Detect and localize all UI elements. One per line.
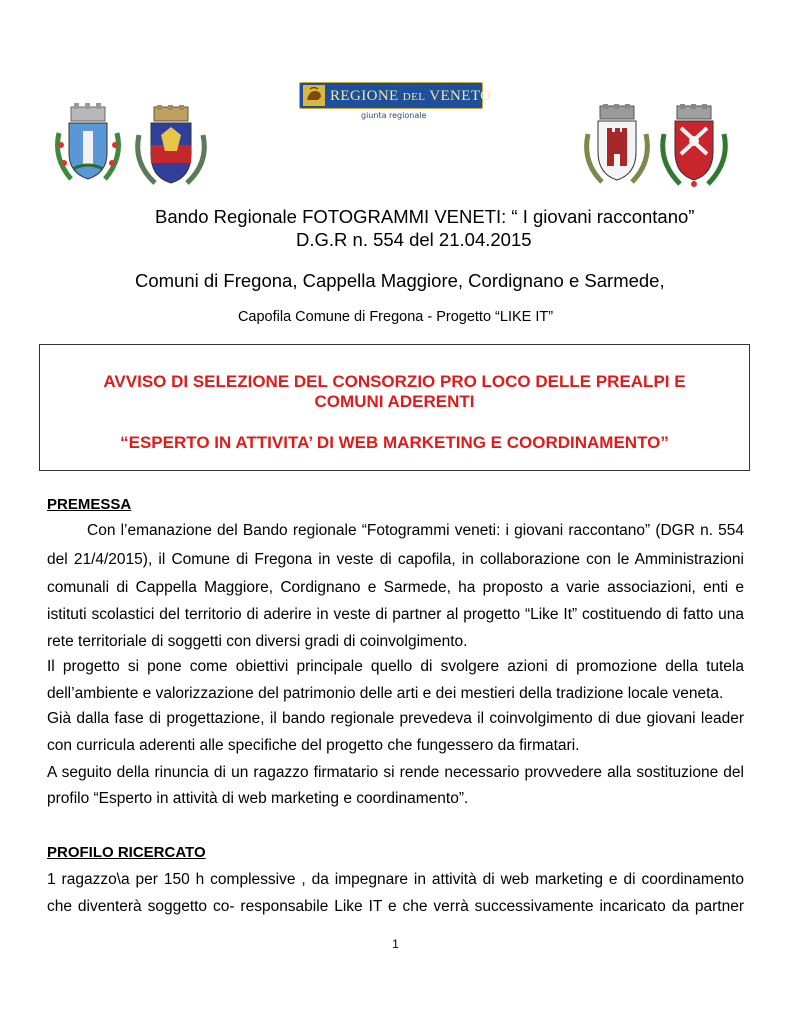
- fregona-coat-of-arms: [49, 103, 127, 187]
- profilo-heading: PROFILO RICERCATO: [47, 844, 206, 861]
- notice-title-line-2: COMUNI ADERENTI: [314, 392, 475, 411]
- dgr-reference: D.G.R n. 554 del 21.04.2015: [296, 229, 532, 250]
- lion-of-st-mark-icon: [303, 85, 325, 106]
- page-number: 1: [392, 937, 399, 951]
- premessa-line: Con l’emanazione del Bando regionale “Fotogrammi veneti: i giovani raccontano” (DGR n. 554: [87, 522, 744, 539]
- regione-logo-del: DEL: [402, 91, 426, 103]
- premessa-line: istituti scolastici del territorio di aderire in veste di partner al progetto “Like It” costituendo di fatto una: [47, 606, 744, 623]
- profilo-line: 1 ragazzo\a per 150 h complessive , da impegnare in attività di web marketing e di coordinamento: [47, 871, 744, 888]
- premessa-heading: PREMESSA: [47, 496, 132, 513]
- profilo-line: che diventerà soggetto co- responsabile Like IT e che verrà successivamente incaricato da partner: [47, 898, 744, 915]
- premessa-line: comunali di Cappella Maggiore, Cordignano e Sarmede, ha proposto a varie associazioni, enti e: [47, 579, 744, 596]
- giunta-regionale-text: giunta regionale: [361, 111, 427, 120]
- premessa-line: dell’ambiente e valorizzazione del patrimonio delle arti e dei mestieri della tradizione locale veneta.: [47, 685, 724, 702]
- premessa-line: A seguito della rinuncia di un ragazzo firmatario si rende necessario provvedere alla sostituzione del: [47, 764, 744, 781]
- regione-logo-word: REGIONE: [330, 88, 399, 104]
- premessa-line: con curricula aderenti alle specifiche del progetto che fungessero da firmatari.: [47, 737, 580, 754]
- capofila-line: Capofila Comune di Fregona - Progetto “LIKE IT”: [237, 309, 554, 325]
- notice-title-line-1: AVVISO DI SELEZIONE DEL CONSORZIO PRO LOCO DELLE PREALPI E: [103, 372, 686, 391]
- regione-veneto-logo: [299, 82, 492, 122]
- comuni-line: Comuni di Fregona, Cappella Maggiore, Cordignano e Sarmede,: [135, 270, 665, 291]
- cordignano-coat-of-arms: [580, 104, 654, 188]
- premessa-line: del 21/4/2015), il Comune di Fregona in veste di capofila, in collaborazione con le Amministrazioni: [47, 551, 744, 568]
- premessa-line: rete territoriale di soggetti con diversi gradi di coinvolgimento.: [47, 633, 468, 650]
- regione-logo-veneto: VENETO: [429, 88, 492, 104]
- notice-subtitle: “ESPERTO IN ATTIVITA’ DI WEB MARKETING E COORDINAMENTO”: [120, 433, 669, 452]
- cappella-maggiore-coat-of-arms: [129, 105, 213, 189]
- notice-box: [39, 344, 750, 471]
- bando-title: Bando Regionale FOTOGRAMMI VENETI: “ I giovani raccontano”: [155, 206, 695, 227]
- sarmede-coat-of-arms: [656, 104, 732, 188]
- premessa-line: Il progetto si pone come obiettivi principale quello di svolgere azioni di promozione della tutela: [47, 658, 744, 675]
- premessa-line: Già dalla fase di progettazione, il bando regionale prevedeva il coinvolgimento di due giovani leader: [47, 710, 744, 727]
- premessa-line: profilo “Esperto in attività di web marketing e coordinamento”.: [47, 790, 469, 807]
